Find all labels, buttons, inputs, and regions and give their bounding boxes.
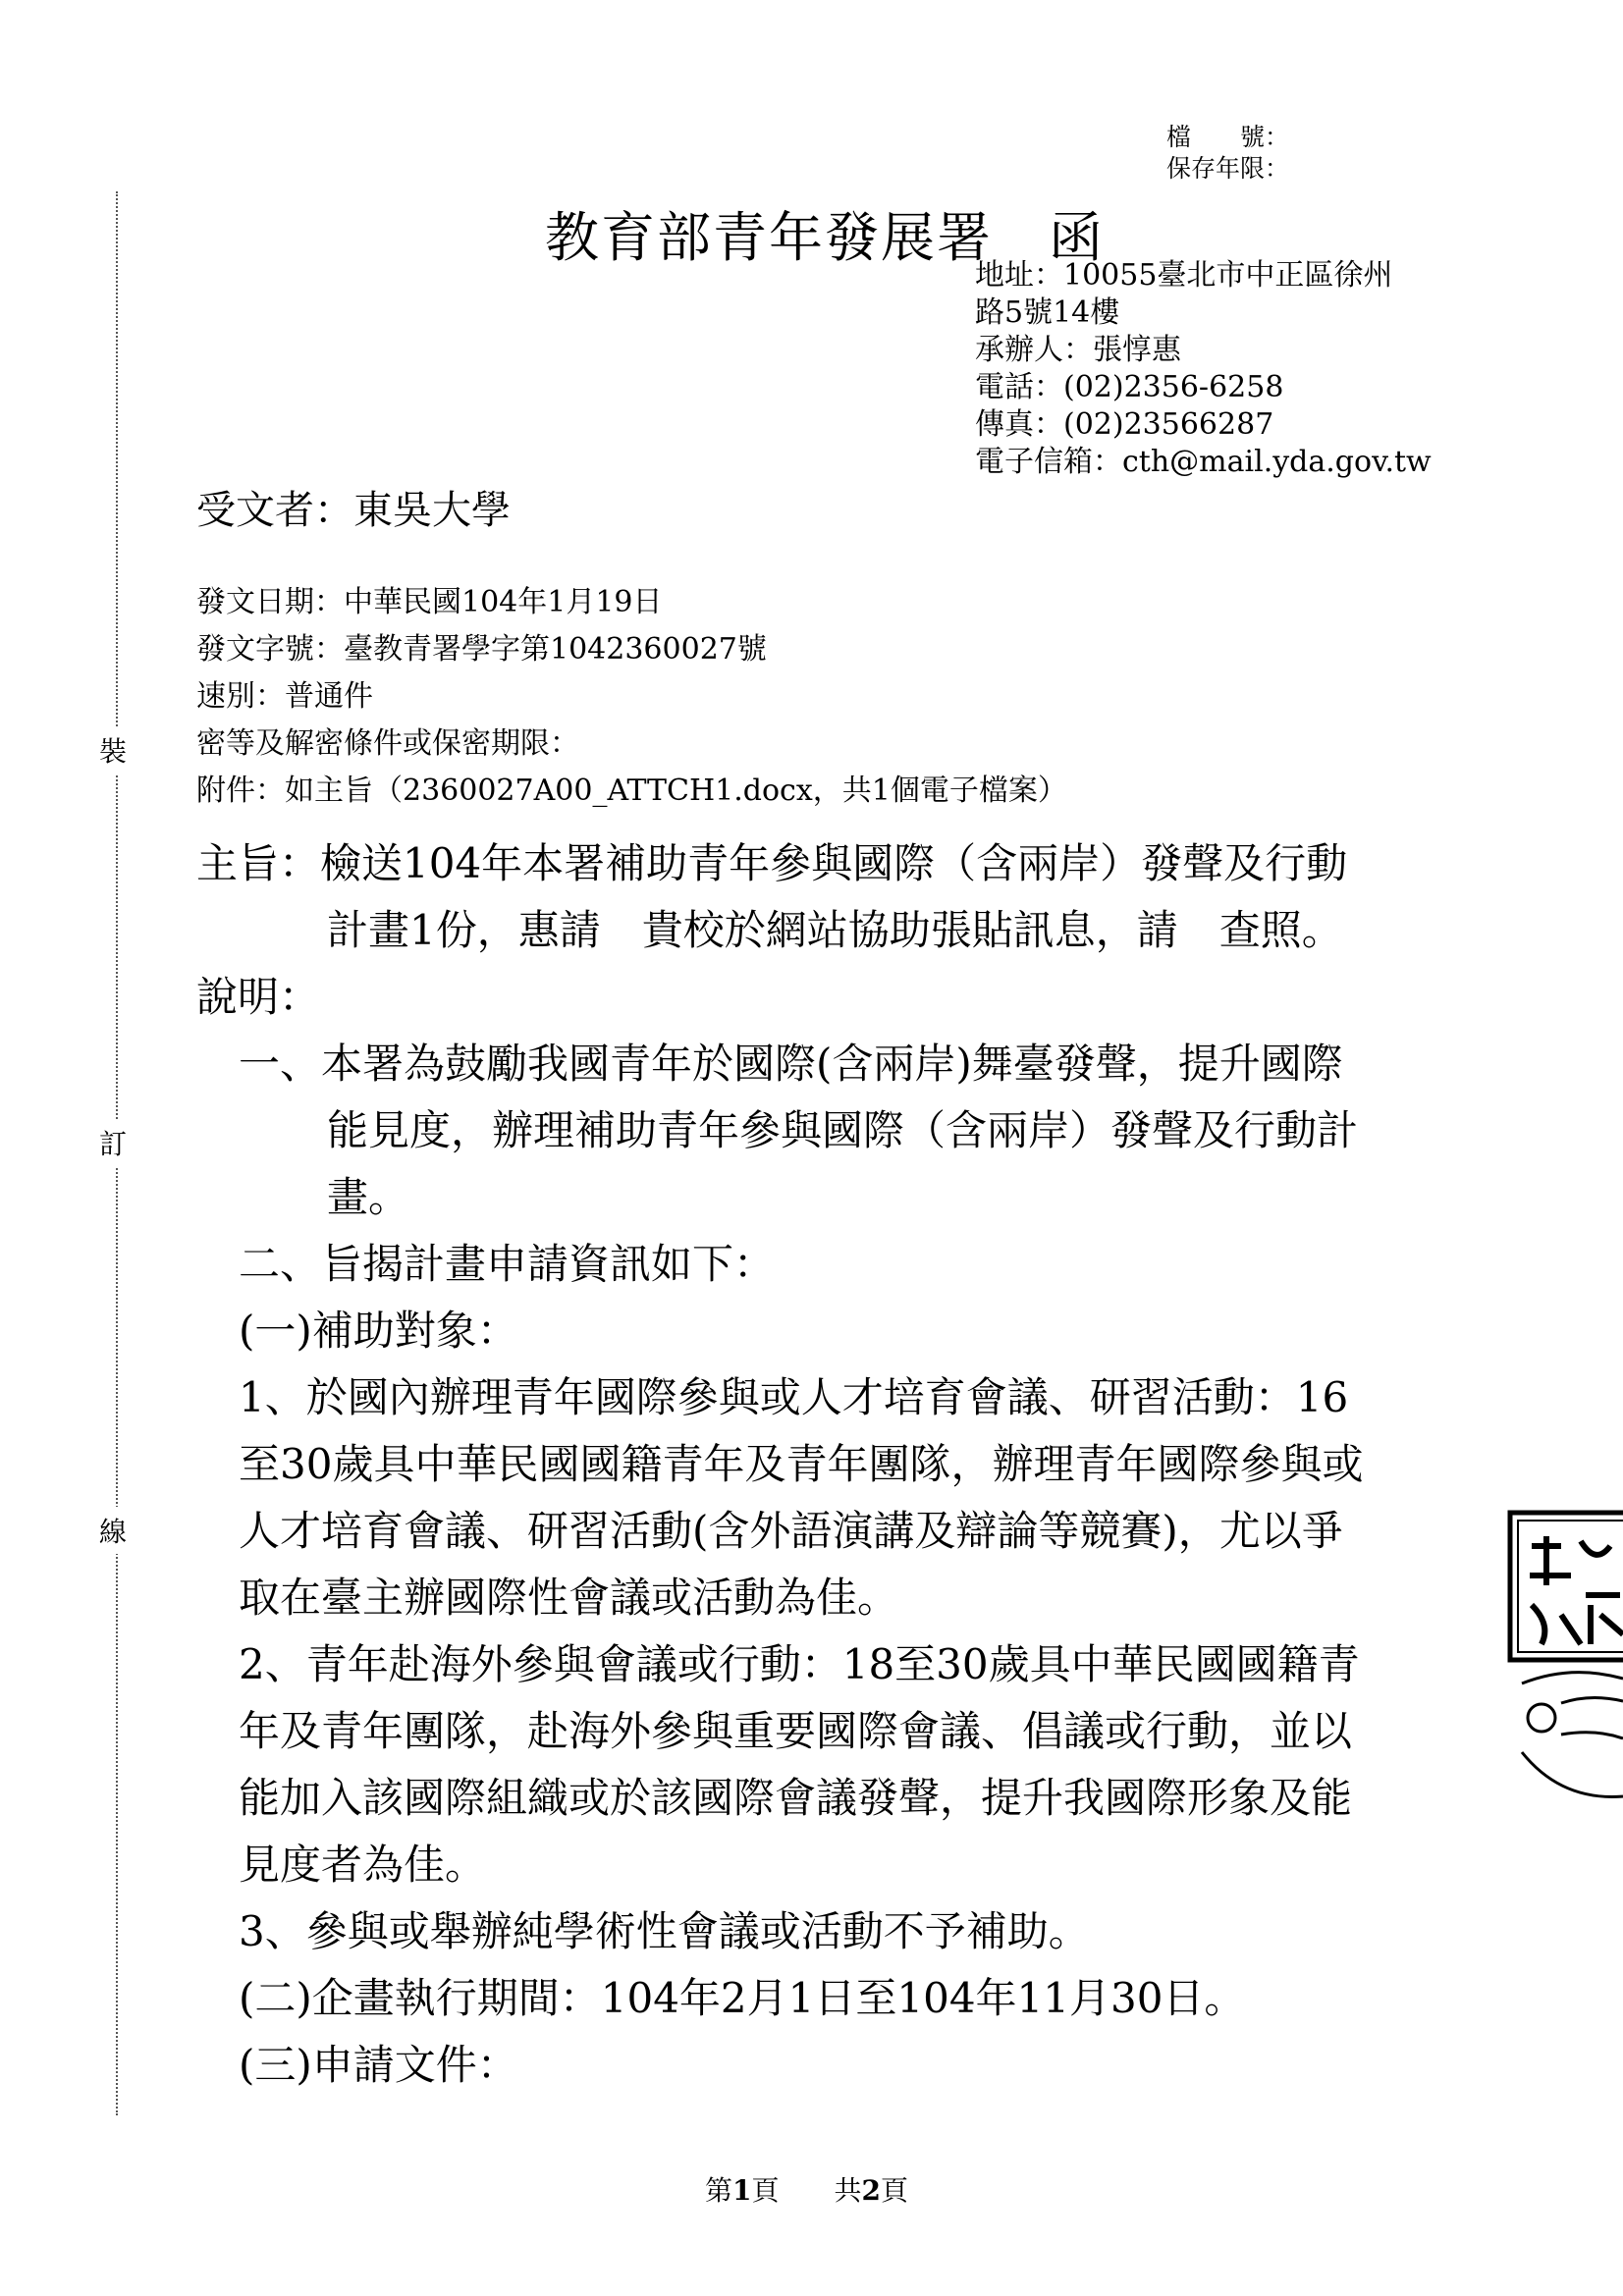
delivery-speed: 速別：普通件: [196, 679, 373, 714]
page-suffix: 頁 共: [751, 2174, 862, 2207]
secrecy-level: 密等及解密條件或保密期限：: [196, 726, 579, 761]
sender-info: [975, 257, 1432, 481]
sender-address-line1: 地址：10055臺北市中正區徐州: [975, 258, 1393, 293]
binding-mark-ding: 訂: [99, 1119, 127, 1166]
body-line: 一、本署為鼓勵我國青年於國際(含兩岸)舞臺發聲，提升國際: [239, 1040, 1343, 1088]
document-title: 教育部青年發展署 函: [545, 206, 1106, 269]
page-prefix: 第: [705, 2174, 733, 2207]
body-line: 能見度，辦理補助青年參與國際（含兩岸）發聲及行動計: [327, 1106, 1359, 1154]
explanation-label: 說明：: [196, 973, 321, 1021]
body-line: 1、於國內辦理青年國際參與或人才培育會議、研習活動：16: [239, 1373, 1349, 1421]
issue-date: 發文日期：中華民國104年1月19日: [196, 585, 663, 619]
page-number: 1: [732, 2174, 752, 2207]
file-number-label: 檔 號：: [1166, 123, 1290, 151]
body-line: 3、參與或舉辦純學術性會議或活動不予補助。: [239, 1907, 1090, 1955]
body-line: (二)企畫執行期間：104年2月1日至104年11月30日。: [239, 1974, 1246, 2022]
binding-mark-xian: 線: [99, 1507, 127, 1554]
body-line: 見度者為佳。: [239, 1841, 487, 1889]
document-meta: [196, 579, 1067, 815]
page-total: 2: [861, 2174, 881, 2207]
body-line: 二、旨揭計畫申請資訊如下：: [239, 1240, 776, 1288]
binding-mark-zhuang: 裝: [99, 726, 127, 774]
sender-handler: 承辦人：張惇惠: [975, 333, 1181, 367]
subject-line2: 計畫1份，惠請 貴校於網站協助張貼訊息，請 查照。: [327, 906, 1343, 954]
subject-line1: 主旨：檢送104年本署補助青年參與國際（含兩岸）發聲及行動: [196, 839, 1348, 887]
sender-fax: 傳真：(02)23566287: [975, 407, 1274, 442]
sender-phone: 電話：(02)2356-6258: [975, 370, 1284, 404]
body-line: 人才培育會議、研習活動(含外語演講及辯論等競賽)，尤以爭: [239, 1507, 1343, 1555]
body-line: 2、青年赴海外參與會議或行動：18至30歲具中華民國國籍青: [239, 1640, 1360, 1688]
body-line: 畫。: [327, 1173, 410, 1221]
body-line: (三)申請文件：: [239, 2041, 518, 2089]
page-footer: [705, 2169, 908, 2209]
retention-period-label: 保存年限：: [1166, 154, 1290, 183]
total-suffix: 頁: [881, 2174, 909, 2207]
sender-address-line2: 路5號14樓: [975, 295, 1120, 330]
official-seal-stamp: [1502, 1507, 1623, 1801]
body-line: 年及青年團隊，赴海外參與重要國際會議、倡議或行動，並以: [239, 1707, 1353, 1755]
body-line: 能加入該國際組織或於該國際會議發聲，提升我國際形象及能: [239, 1774, 1353, 1822]
issue-number: 發文字號：臺教青署學字第1042360027號: [196, 632, 767, 667]
recipient: 受文者：東吳大學: [196, 488, 511, 533]
sender-email: 電子信箱：cth@mail.yda.gov.tw: [975, 445, 1432, 479]
body-line: 至30歲具中華民國國籍青年及青年團隊，辦理青年國際參與或: [239, 1440, 1364, 1488]
attachment: 附件：如主旨（2360027A00_ATTCH1.docx，共1個電子檔案）: [196, 774, 1067, 808]
body-line: 取在臺主辦國際性會議或活動為佳。: [239, 1574, 899, 1622]
body-line: (一)補助對象：: [239, 1307, 518, 1355]
